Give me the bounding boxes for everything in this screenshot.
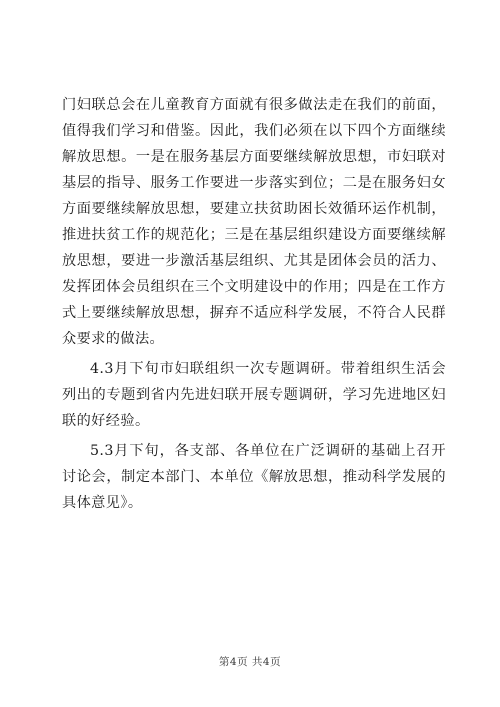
paragraph-item-4-research: 4.3月下旬市妇联组织一次专题调研。带着组织生活会列出的专题到省内先进妇联开展专题调研，学习先进地区妇联的好经验。 [62,361,446,429]
document-body [62,92,446,516]
paragraph-item-5-discussion: 5.3月下旬，各支部、各单位在广泛调研的基础上召开讨论会，制定本部门、本单位《解放思想，推动科学发展的具体意见》。 [62,443,446,511]
paragraph-thinking-liberation: 门妇联总会在儿童教育方面就有很多做法走在我们的前面，值得我们学习和借鉴。因此，我们必须在以下四个方面继续解放思想。一是在服务基层方面要继续解放思想，市妇联对基层的指导、服务工作要进一步落实到位；二是在服务妇女方面要继续解放思想，要建立扶贫助困长效循环运作机制，推进扶贫工作的规范化；三是在基层组织建设方面要继续解放思想，要进一步激活基层组织、尤其是团体会员的活力、发挥团体会员组织在三个文明建设中的作用；四是在工作方式上要继续解放思想，摒弃不适应科学发展，不符合人民群众要求的做法。 [62,97,446,347]
page-footer-number: 第4页 共4页 [218,656,282,668]
